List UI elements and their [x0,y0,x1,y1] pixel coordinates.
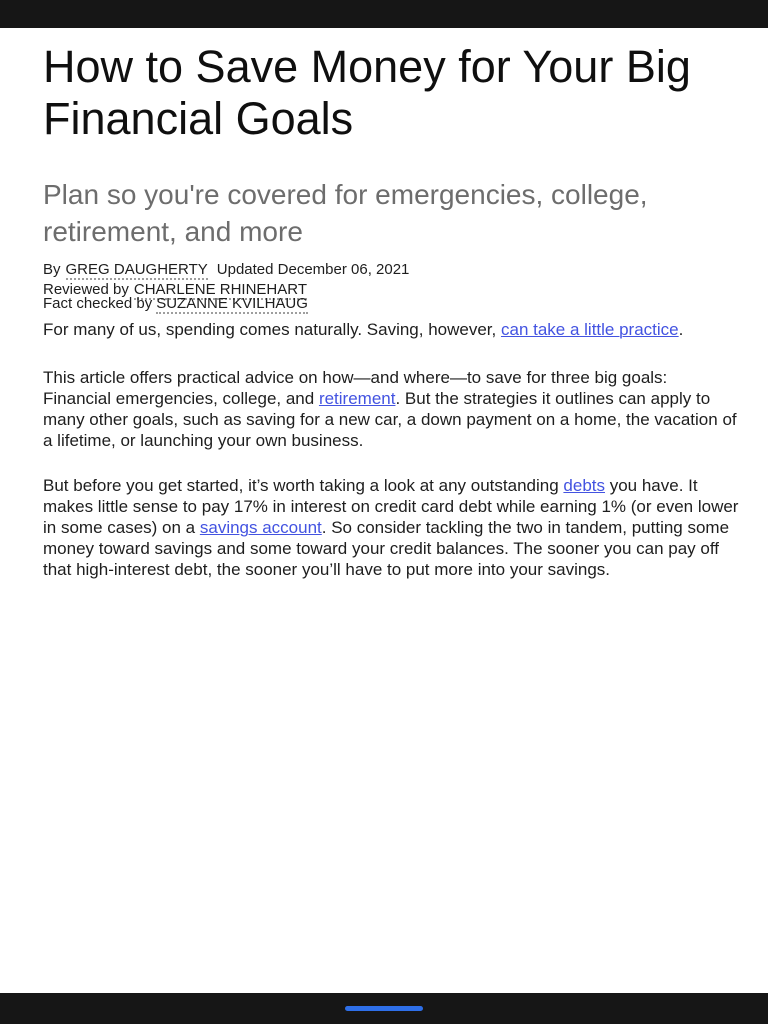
fact-checked-by-label: Fact checked by [43,295,153,312]
article-paragraph [43,367,740,451]
paragraph-text: For many of us, spending comes naturally. Saving, however, [43,320,501,339]
paragraph-text: But before you get started, it’s worth taking a look at any outstanding [43,476,564,495]
article-page [43,0,740,580]
inline-link[interactable]: can take a little practice [500,320,679,339]
article-paragraph [43,475,740,580]
fact-checker-link[interactable]: SUZANNE KVILHAUG [156,295,308,312]
paragraph-text: This article offers practical advice on how—and where—to save for three big goals: Financial emergencies, college, and [43,368,668,408]
byline-fact-checker-row [43,297,740,311]
reviewer-link[interactable]: CHARLENE RHINEHART [133,281,307,298]
paragraph-text: . But the strategies it outlines can apply to many other goals, such as saving for a new car, a down payment on a home, the vacation of a lifetime, or launching your own business. [43,389,737,450]
byline-author-row [43,260,740,279]
inline-link[interactable]: savings account [199,518,322,537]
paragraph-text: . So consider tackling the two in tandem, putting some money toward savings and some toward your credit balances. The sooner you can pay off that high-interest debt, the sooner you’ll have to put more into your savings. [43,518,730,579]
article-body [43,319,740,580]
inline-link[interactable]: retirement [318,389,396,408]
reviewed-by-label: Reviewed by [43,281,129,298]
author-link[interactable]: GREG DAUGHERTY [65,261,208,278]
paragraph-text: . [678,320,684,339]
paragraph-text: you have. It makes little sense to pay 17% in interest on credit card debt while earning 1% (or even lower in some cases) on a [43,476,739,537]
page-title: How to Save Money for Your Big Financial Goals [43,41,691,144]
scroll-indicator[interactable] [345,1006,423,1011]
inline-link[interactable]: debts [563,476,605,495]
article-paragraph [43,319,740,340]
by-label: By [43,261,61,278]
byline [43,260,740,311]
viewer-bottom-bar [0,993,768,1024]
updated-date: Updated December 06, 2021 [216,261,410,278]
article-subtitle: Plan so you're covered for emergencies, college, retirement, and more [43,179,648,247]
